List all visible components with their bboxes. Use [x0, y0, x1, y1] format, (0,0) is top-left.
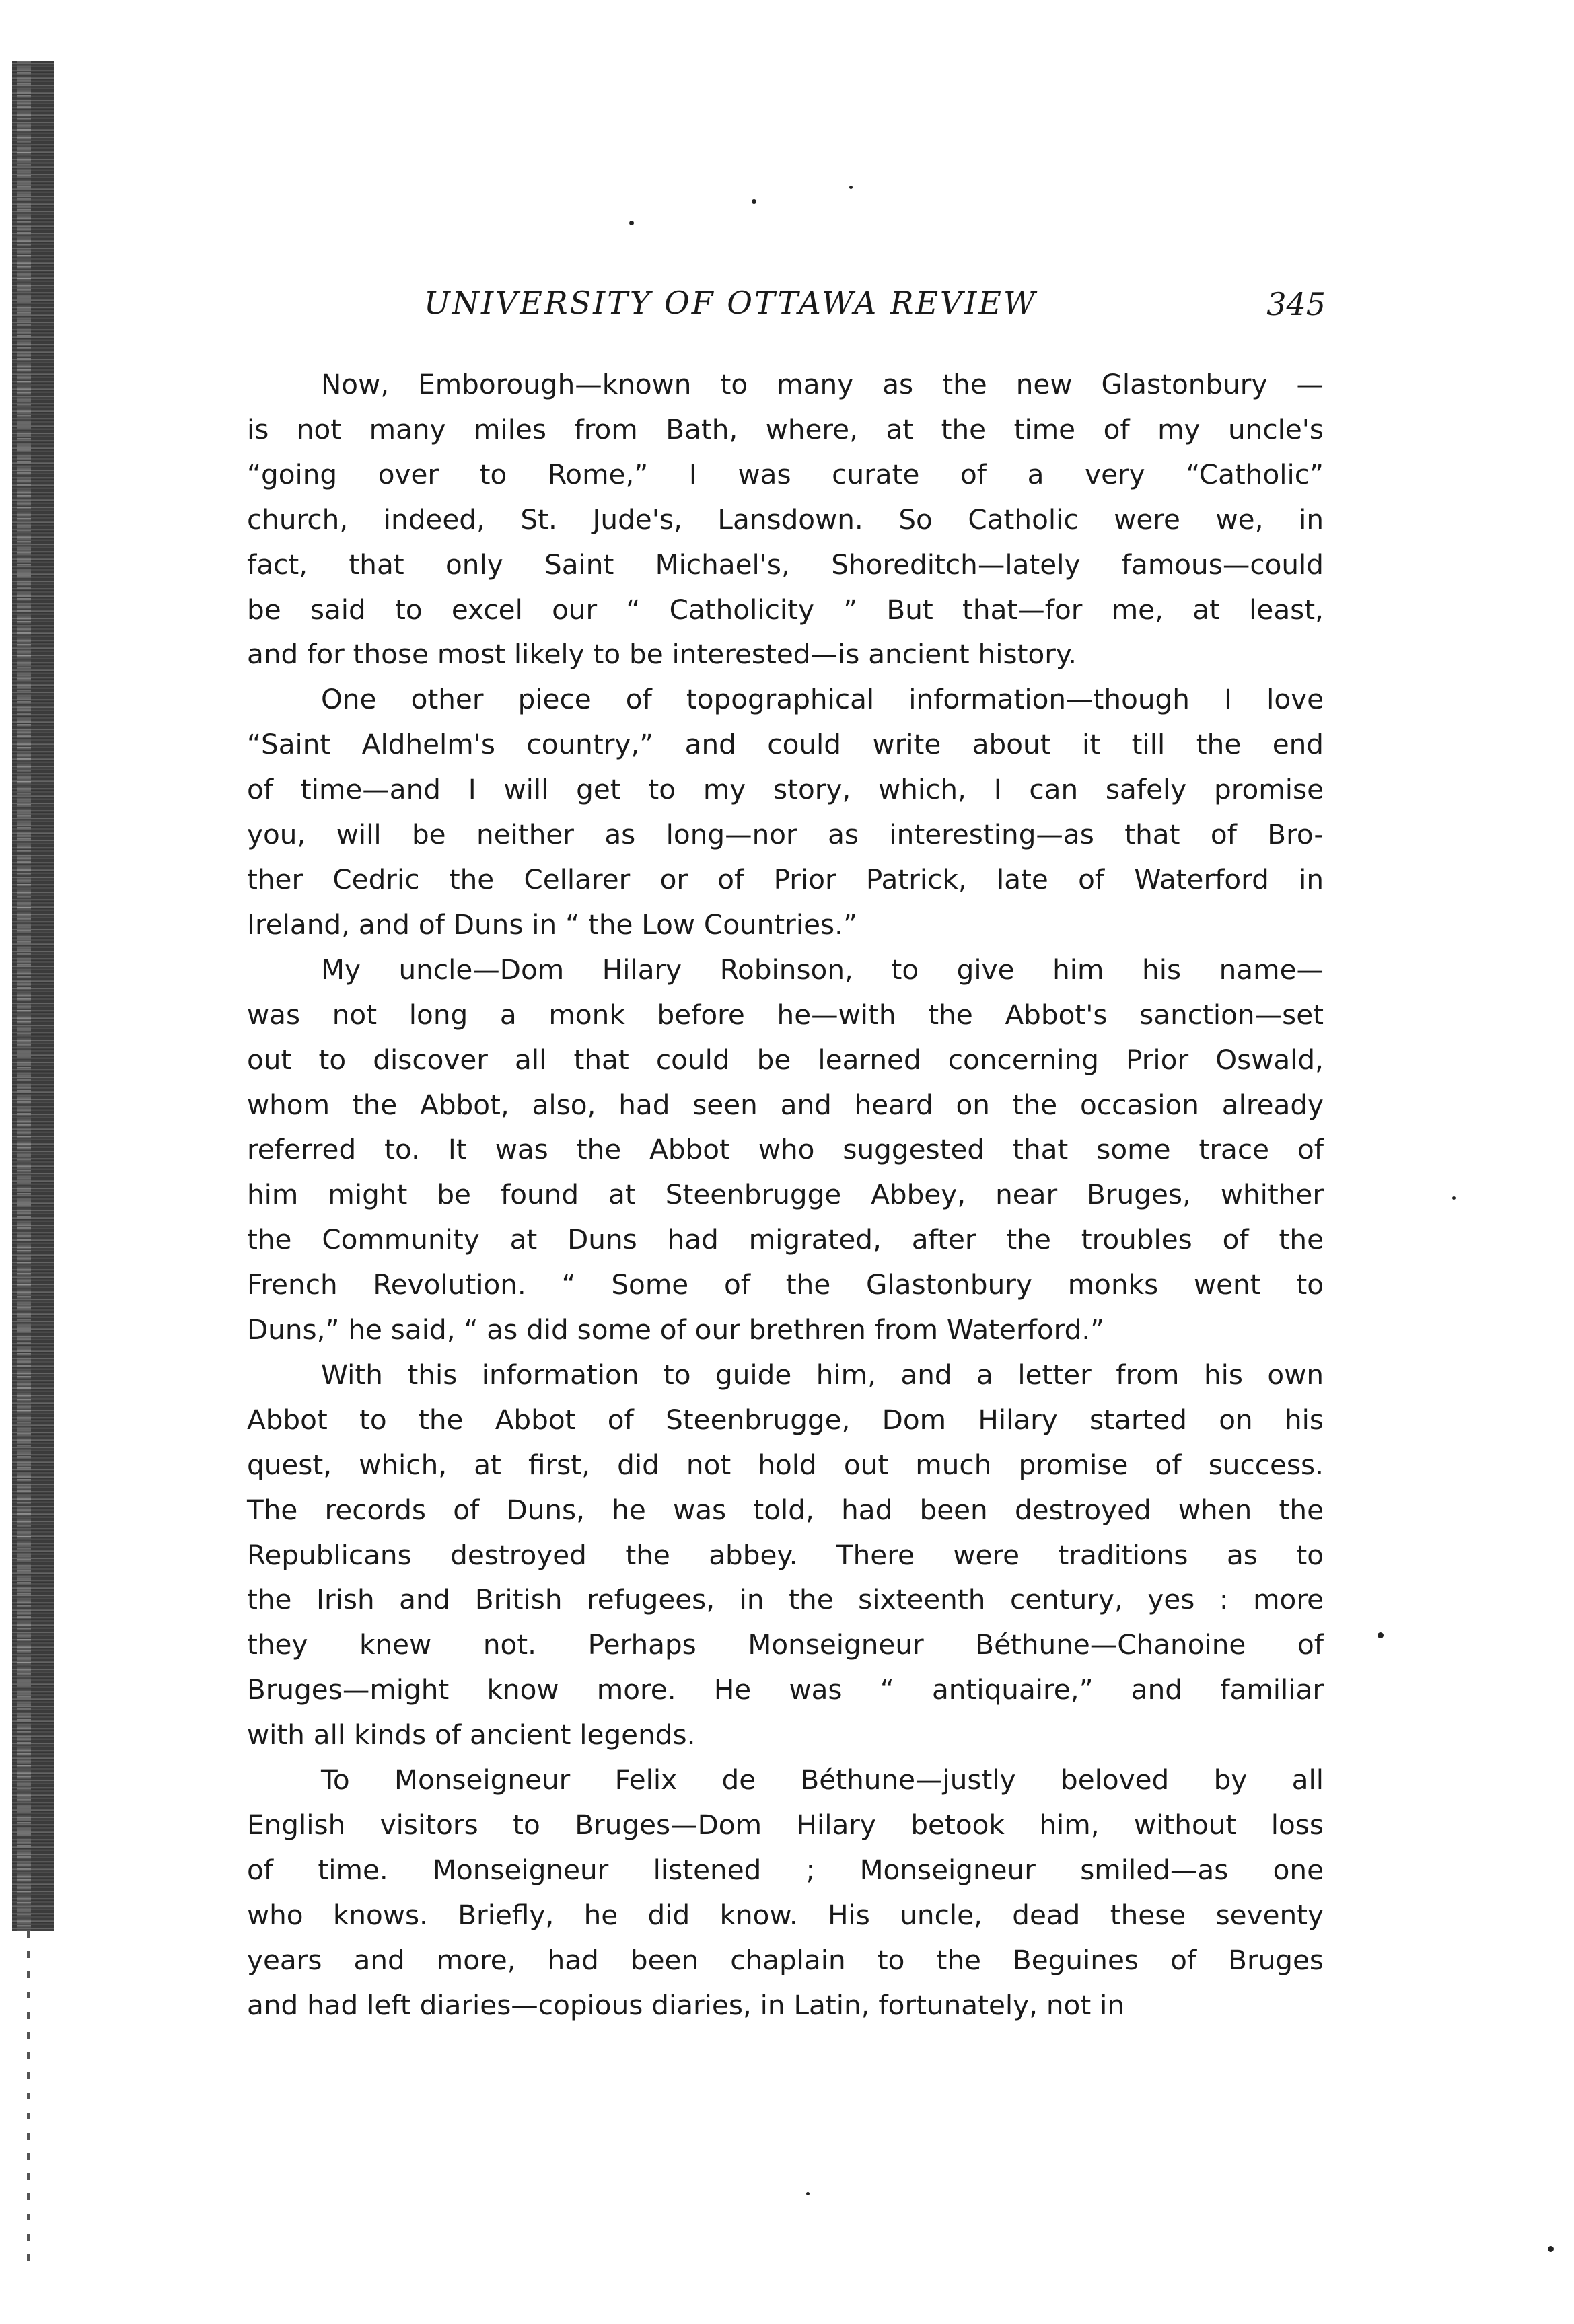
scan-speck	[1548, 2246, 1554, 2252]
paragraph	[247, 947, 1324, 1352]
page-header	[242, 266, 1332, 326]
scan-speck	[1452, 1196, 1456, 1200]
paragraph	[247, 1757, 1324, 2027]
text-line: is not many miles from Bath, where, at the time of my uncle's	[247, 412, 1324, 445]
text-line: and for those most likely to be interested—is ancient history.	[247, 638, 1077, 671]
running-head: UNIVERSITY OF OTTAWA REVIEW	[424, 285, 1038, 321]
text-line: referred to. It was the Abbot who suggested that some trace of	[247, 1133, 1324, 1166]
text-line: One other piece of topographical information—though I love	[321, 683, 1324, 716]
paragraph	[247, 1352, 1324, 1757]
text-line: The records of Duns, he was told, had been destroyed when the	[247, 1493, 1324, 1526]
paragraph	[247, 677, 1324, 947]
text-line: quest, which, at first, did not hold out much promise of success.	[247, 1448, 1324, 1481]
scan-speck	[849, 186, 853, 189]
scan-speck	[629, 221, 634, 225]
text-line: ther Cedric the Cellarer or of Prior Patrick, late of Waterford in	[247, 863, 1324, 896]
text-line: of time—and I will get to my story, which, I can safely promise	[247, 773, 1324, 806]
text-line: English visitors to Bruges—Dom Hilary betook him, without loss	[247, 1809, 1324, 1841]
text-line: with all kinds of ancient legends.	[247, 1718, 696, 1751]
text-line: French Revolution. “ Some of the Glastonbury monks went to	[247, 1268, 1324, 1301]
text-line: the Community at Duns had migrated, after the troubles of the	[247, 1223, 1324, 1256]
text-line: Ireland, and of Duns in “ the Low Countries.”	[247, 908, 857, 941]
paragraph	[247, 362, 1324, 677]
text-line: Duns,” he said, “ as did some of our brethren from Waterford.”	[247, 1313, 1105, 1346]
scan-speck	[752, 199, 756, 204]
text-line: who knows. Briefly, he did know. His uncle, dead these seventy	[247, 1898, 1324, 1931]
text-line: you, will be neither as long—nor as interesting—as that of Bro-	[247, 818, 1324, 851]
text-line: Now, Emborough—known to many as the new Glastonbury —	[321, 368, 1324, 400]
text-line: they knew not. Perhaps Monseigneur Béthune—Chanoine of	[247, 1628, 1324, 1661]
scan-speck	[1378, 1632, 1384, 1638]
text-line: out to discover all that could be learned concerning Prior Oswald,	[247, 1043, 1324, 1076]
text-line: Abbot to the Abbot of Steenbrugge, Dom Hilary started on his	[247, 1403, 1324, 1436]
text-line: My uncle—Dom Hilary Robinson, to give him his name—	[321, 953, 1324, 986]
binding-edge	[12, 61, 54, 1931]
page-number: 345	[1266, 286, 1326, 322]
text-line: fact, that only Saint Michael's, Shoreditch—lately famous—could	[247, 548, 1324, 581]
text-line: “going over to Rome,” I was curate of a very “Catholic”	[247, 458, 1324, 491]
text-line: Republicans destroyed the abbey. There were traditions as to	[247, 1538, 1324, 1571]
text-line: “Saint Aldhelm's country,” and could write about it till the end	[247, 728, 1324, 761]
text-line: the Irish and British refugees, in the sixteenth century, yes : more	[247, 1583, 1324, 1616]
scan-speck	[806, 2192, 810, 2195]
text-line: With this information to guide him, and a letter from his own	[321, 1358, 1324, 1391]
text-line: and had left diaries—copious diaries, in Latin, fortunately, not in	[247, 1988, 1125, 2021]
text-line: To Monseigneur Felix de Béthune—justly beloved by all	[321, 1764, 1324, 1796]
text-line: whom the Abbot, also, had seen and heard on the occasion already	[247, 1088, 1324, 1121]
text-line: Bruges—might know more. He was “ antiquaire,” and familiar	[247, 1673, 1324, 1706]
binding-edge-tail	[27, 1931, 30, 2267]
text-line: years and more, had been chaplain to the Beguines of Bruges	[247, 1943, 1324, 1976]
text-line: of time. Monseigneur listened ; Monseigneur smiled—as one	[247, 1853, 1324, 1886]
body-text	[247, 362, 1324, 2028]
text-line: church, indeed, St. Jude's, Lansdown. So Catholic were we, in	[247, 503, 1324, 536]
text-line: be said to excel our “ Catholicity ” But that—for me, at least,	[247, 593, 1324, 626]
text-line: him might be found at Steenbrugge Abbey, near Bruges, whither	[247, 1178, 1324, 1211]
text-line: was not long a monk before he—with the Abbot's sanction—set	[247, 998, 1324, 1031]
